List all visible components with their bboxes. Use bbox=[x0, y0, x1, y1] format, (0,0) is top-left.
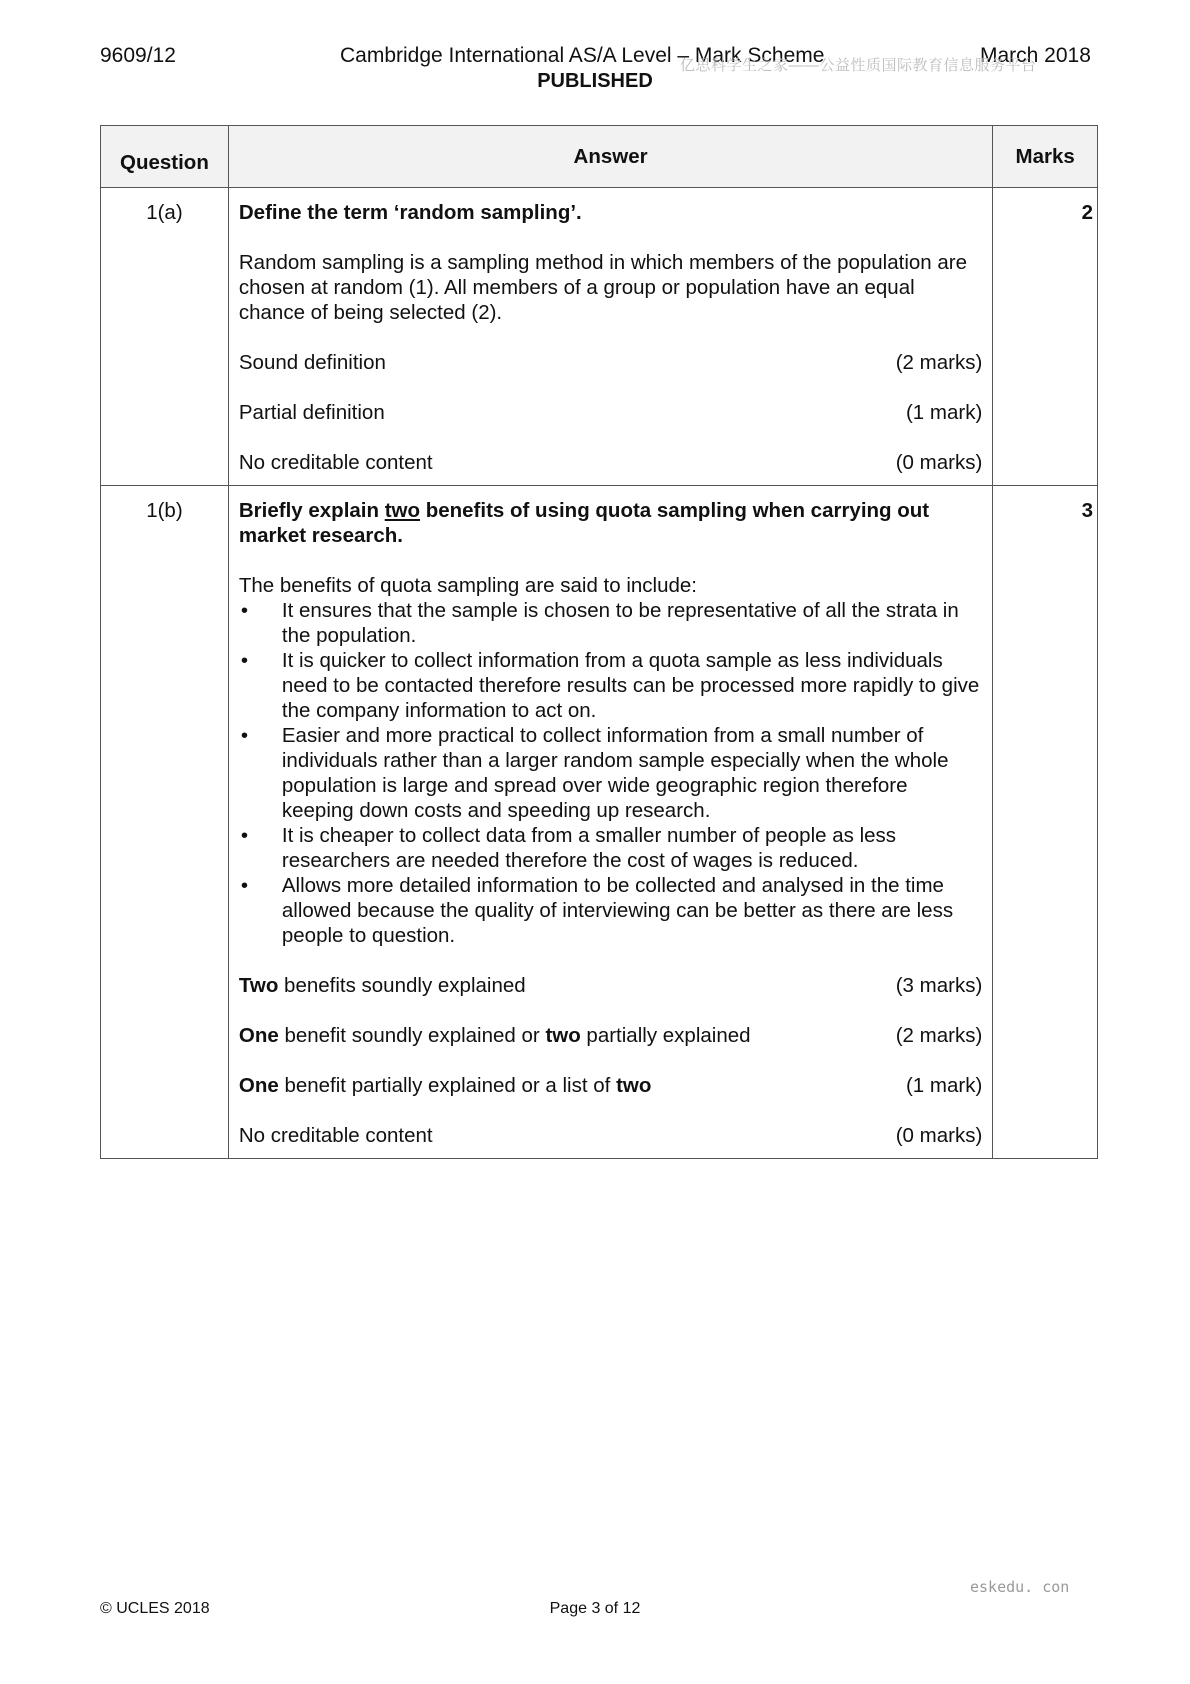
list-item: • It is cheaper to collect data from a smaller number of people as less researchers are needed therefore the cost of wages is reduced. bbox=[239, 823, 982, 873]
bold-term: One bbox=[238, 1024, 279, 1047]
desc-text: partially explained bbox=[580, 1024, 751, 1047]
mark-scheme-table bbox=[100, 125, 1098, 1159]
mark-level bbox=[239, 400, 982, 425]
question-number: 1(a) bbox=[101, 188, 229, 486]
total-marks: 2 bbox=[993, 188, 1098, 486]
header-marks: Marks bbox=[993, 126, 1098, 188]
list-item: • Easier and more practical to collect information from a small number of individuals rather than a larger random sample especially when the whole population is large and spread over wide geographic region therefore keeping down costs and speeding up research. bbox=[239, 723, 982, 823]
site-watermark: eskedu. con bbox=[970, 1578, 1070, 1596]
bold-term: two bbox=[545, 1024, 581, 1047]
page-number: Page 3 of 12 bbox=[549, 1600, 641, 1617]
desc-text: benefit partially explained or a list of bbox=[278, 1074, 617, 1097]
mark-level-desc bbox=[239, 1073, 651, 1098]
mark-level-marks: (1 mark) bbox=[905, 401, 983, 424]
watermark-text: 亿思科学生之家——公益性质国际教育信息服务平台 bbox=[680, 57, 1037, 74]
mark-level bbox=[239, 350, 982, 375]
exam-session-date: March 2018 bbox=[980, 44, 1091, 67]
document-title: Cambridge International AS/A Level – Mark Scheme bbox=[340, 44, 825, 67]
answer-cell bbox=[228, 486, 992, 1159]
mark-level-marks: (2 marks) bbox=[895, 1024, 983, 1047]
mark-level bbox=[239, 973, 982, 998]
list-item: • Allows more detailed information to be collected and analysed in the time allowed because the quality of interviewing can be better as there are less people to question. bbox=[239, 873, 982, 948]
answer-intro: The benefits of quota sampling are said to include: bbox=[238, 574, 697, 597]
desc-text: benefits soundly explained bbox=[278, 974, 526, 997]
mark-level-marks: (0 marks) bbox=[895, 451, 983, 474]
mark-level-desc: No creditable content bbox=[238, 1124, 433, 1147]
question-text bbox=[239, 498, 982, 548]
mark-level bbox=[239, 1023, 982, 1048]
mark-level-desc bbox=[239, 973, 526, 998]
header-answer: Answer bbox=[228, 126, 992, 188]
header-question: Question bbox=[101, 126, 229, 188]
benefit-list bbox=[239, 598, 982, 948]
table-row-1a bbox=[101, 188, 1098, 486]
question-emphasis: two bbox=[384, 499, 421, 522]
mark-level bbox=[239, 1073, 982, 1098]
published-label: PUBLISHED bbox=[537, 70, 653, 92]
list-item: • It is quicker to collect information from a quota sample as less individuals need to be contacted therefore results can be processed more rapidly to give the company information to act on. bbox=[239, 648, 982, 723]
bold-term: One bbox=[238, 1074, 279, 1097]
total-marks: 3 bbox=[993, 486, 1098, 1159]
mark-level-marks: (0 marks) bbox=[895, 1124, 983, 1147]
question-number: 1(b) bbox=[101, 486, 229, 1159]
mark-level bbox=[239, 1123, 982, 1148]
answer-cell bbox=[228, 188, 992, 486]
copyright-notice: © UCLES 2018 bbox=[100, 1600, 210, 1617]
mark-level-desc: No creditable content bbox=[238, 451, 433, 474]
list-item: • It ensures that the sample is chosen to be representative of all the strata in the population. bbox=[239, 598, 982, 648]
question-text: Define the term ‘random sampling’. bbox=[238, 201, 582, 224]
mark-level-desc: Partial definition bbox=[238, 401, 385, 424]
mark-level-marks: (2 marks) bbox=[895, 351, 983, 374]
mark-level-desc: Sound definition bbox=[238, 351, 386, 374]
paper-code: 9609/12 bbox=[100, 44, 176, 67]
bold-term: Two bbox=[238, 974, 279, 997]
mark-level-desc bbox=[239, 1023, 751, 1048]
question-text-end: benefits of using quota sampling when carrying out market research. bbox=[238, 499, 930, 547]
table-row-1b bbox=[101, 486, 1098, 1159]
mark-level-marks: (3 marks) bbox=[895, 974, 983, 997]
table-header-row bbox=[101, 126, 1098, 188]
bold-term: two bbox=[616, 1074, 652, 1097]
mark-level-marks: (1 mark) bbox=[905, 1074, 983, 1097]
desc-text: benefit soundly explained or bbox=[278, 1024, 546, 1047]
question-text-start: Briefly explain bbox=[238, 499, 385, 522]
answer-text: Random sampling is a sampling method in which members of the population are chosen at random (1). All members of a group or population have an equal chance of being selected (2). bbox=[238, 251, 968, 324]
mark-level bbox=[239, 450, 982, 475]
